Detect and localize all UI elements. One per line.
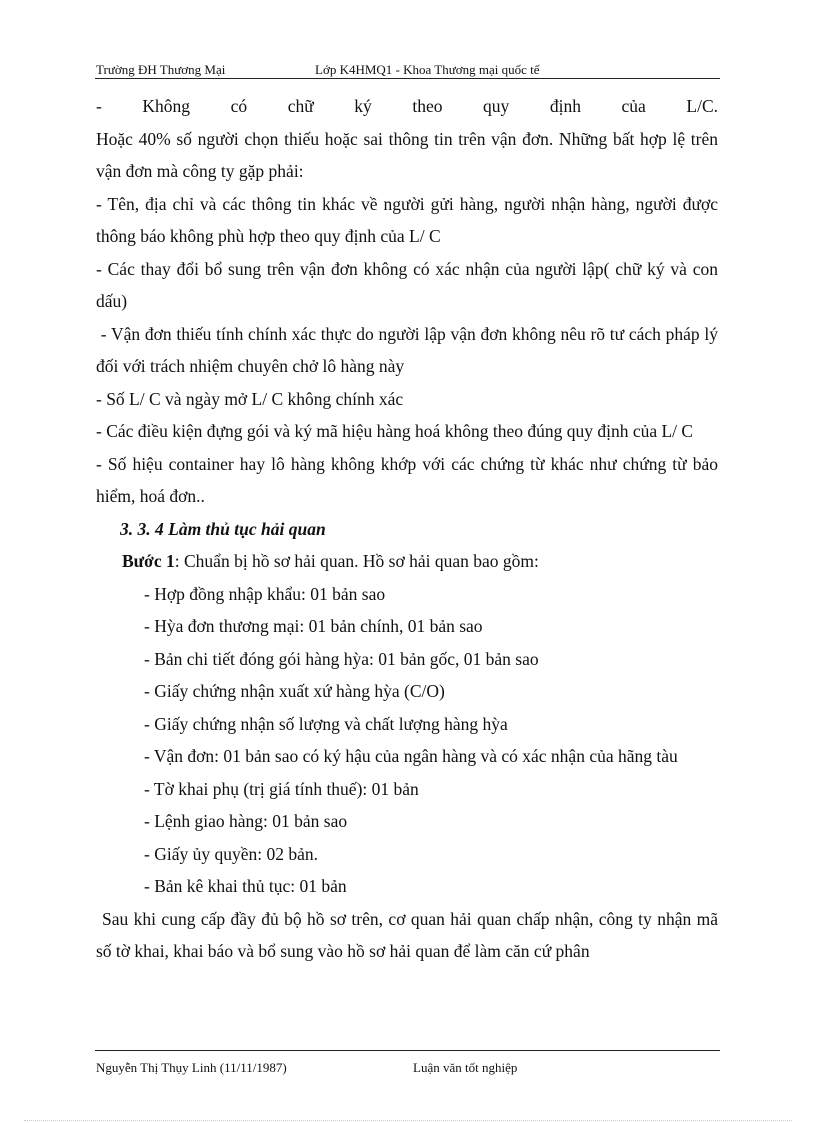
word: định bbox=[549, 96, 581, 116]
page-edge-divider bbox=[24, 1120, 792, 1121]
step-line bbox=[96, 545, 718, 578]
footer-thesis: Luận văn tốt nghiệp bbox=[413, 1060, 518, 1075]
word: chữ bbox=[287, 96, 314, 116]
document-item: - Lệnh giao hàng: 01 bản sao bbox=[144, 811, 348, 831]
error-item: - Các thay đổi bổ sung trên vận đơn không có xác nhận của người lập( chữ ký và con dấu) bbox=[96, 258, 718, 311]
document-item: - Giấy chứng nhận số lượng và chất lượng hàng hỳa bbox=[144, 713, 508, 734]
document-item: - Vận đơn: 01 bản sao có ký hậu của ngân hàng và có xác nhận của hãng tàu bbox=[144, 746, 678, 766]
word: quy bbox=[483, 96, 510, 116]
document-item: - Tờ khai phụ (trị giá tính thuế): 01 bản bbox=[144, 778, 419, 799]
error-item: - Số L/ C và ngày mở L/ C không chính xác bbox=[96, 388, 404, 409]
document-item: - Giấy ủy quyền: 02 bản. bbox=[144, 843, 318, 864]
header-school: Trường ĐH Thương Mại bbox=[96, 62, 226, 77]
word: có bbox=[230, 96, 248, 116]
document-item: - Bản chi tiết đóng gói hàng hỳa: 01 bản gốc, 01 bản sao bbox=[144, 648, 539, 669]
document-body bbox=[96, 90, 723, 968]
error-item: - Số hiệu container hay lô hàng không khớp với các chứng từ khác như chứng từ bảo hiểm, hoá đơn.. bbox=[96, 453, 718, 506]
word: Không bbox=[142, 96, 191, 116]
word: - bbox=[96, 96, 102, 116]
footer-author: Nguyễn Thị Thụy Linh (11/11/1987) bbox=[96, 1060, 287, 1075]
section-heading: 3. 3. 4 Làm thủ tục hải quan bbox=[120, 518, 326, 539]
word: theo bbox=[412, 96, 443, 116]
error-item: - Các điều kiện đựng gói và ký mã hiệu hàng hoá không theo đúng quy định của L/ C bbox=[96, 421, 694, 441]
step-label: Bước 1 bbox=[122, 551, 175, 571]
word: ký bbox=[354, 96, 372, 116]
page-header bbox=[95, 60, 720, 79]
error-item: - Tên, địa chỉ và các thông tin khác về người gửi hàng, người nhận hàng, người được thông báo không phù hợp theo quy định của L/ C bbox=[96, 193, 718, 246]
paragraph-signature-line bbox=[96, 90, 718, 123]
document-item: - Bản kê khai thủ tục: 01 bản bbox=[144, 876, 347, 896]
paragraph-intro: Hoặc 40% số người chọn thiếu hoặc sai thông tin trên vận đơn. Những bất hợp lệ trên vận đơn mà công ty gặp phải: bbox=[96, 128, 718, 181]
word: L/C. bbox=[686, 96, 718, 116]
document-item: - Hỳa đơn thương mại: 01 bản chính, 01 bản sao bbox=[144, 616, 483, 636]
error-item: - Vận đơn thiếu tính chính xác thực do người lập vận đơn không nêu rõ tư cách pháp lý đối với trách nhiệm chuyên chở lô hàng này bbox=[96, 323, 723, 376]
word: của bbox=[621, 96, 646, 116]
document-item: - Hợp đồng nhập khẩu: 01 bản sao bbox=[144, 583, 386, 604]
header-class-info: Lớp K4HMQ1 - Khoa Thương mại quốc tế bbox=[315, 62, 540, 77]
step-text: : Chuẩn bị hồ sơ hải quan. Hồ sơ hải quan bao gồm: bbox=[174, 551, 539, 571]
page-footer bbox=[95, 1050, 720, 1073]
paragraph-closing: Sau khi cung cấp đầy đủ bộ hồ sơ trên, cơ quan hải quan chấp nhận, công ty nhận mã số tờ khai, khai báo và bổ sung vào hồ sơ hải quan để làm căn cứ phân bbox=[96, 908, 718, 961]
document-item: - Giấy chứng nhận xuất xứ hàng hỳa (C/O) bbox=[144, 681, 445, 701]
